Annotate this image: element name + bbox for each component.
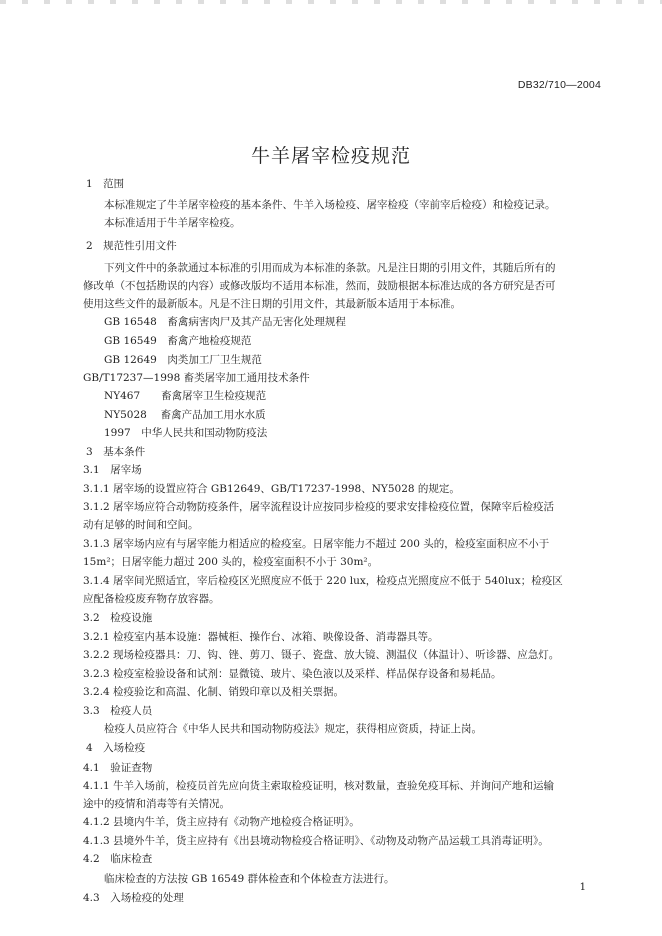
text-line: 3.2.2 现场检疫器具：刀、钩、锉、剪刀、镊子、瓷盘、放大镜、测温仪（体温计）、听诊器、应急灯。: [83, 649, 560, 661]
text-line: NY467 畜禽屠宰卫生检疫规范: [104, 390, 267, 402]
text-line: 1 范围: [86, 178, 125, 190]
text-line: 3.2.1 检疫室内基本设施：器械柜、操作台、冰箱、映像设备、消毒器具等。: [83, 631, 439, 643]
text-line: GB 16548 畜禽病害肉尸及其产品无害化处理规程: [104, 316, 346, 328]
text-line: 4.2 临床检查: [83, 853, 153, 865]
text-line: 3.3 检疫人员: [83, 705, 153, 717]
text-line: GB/T17237—1998 畜类屠宰加工通用技术条件: [83, 372, 310, 384]
text-line: 4.1.2 县境内牛羊，货主应持有《动物产地检疫合格证明》。: [83, 816, 360, 828]
text-line: 使用这些文件的最新版本。凡是不注日期的引用文件，其最新版本适用于本标准。: [83, 298, 461, 310]
text-line: 4.1 验证查物: [83, 762, 153, 774]
text-line: 1997 中华人民共和国动物防疫法: [104, 427, 268, 439]
text-line: 3.2.3 检疫室检验设备和试剂：显微镜、玻片、染色液以及采样、样品保存设备和易耗品。: [83, 668, 502, 680]
text-line: 应配备检疫废弃物存放容器。: [83, 593, 220, 605]
text-line: 修改单（不包括勘误的内容）或修改版均不适用本标准，然而，鼓励根据本标准达成的各方研究是否可: [83, 280, 556, 292]
text-line: 3 基本条件: [86, 446, 146, 458]
text-line: 4 入场检疫: [86, 742, 146, 754]
text-line: 动有足够的时间和空间。: [83, 519, 199, 531]
page-number: 1: [579, 882, 586, 893]
text-line: 3.1.3 屠宰场内应有与屠宰能力相适应的检疫室。日屠宰能力不超过 200 头的，检疫室面积应不小于: [83, 538, 550, 550]
text-line: 4.3 入场检疫的处理: [83, 892, 184, 904]
text-line: GB 12649 肉类加工厂卫生规范: [104, 354, 262, 366]
text-line: NY5028 畜禽产品加工用水水质: [104, 409, 266, 421]
text-line: 本标准适用于牛羊屠宰检疫。: [104, 217, 241, 229]
text-line: 2 规范性引用文件: [86, 240, 177, 252]
text-line: 3.2 检疫设施: [83, 612, 153, 624]
text-line: 4.1.3 县境外牛羊，货主应持有《出县境动物检疫合格证明》、《动物及动物产品运载工具消毒证明》。: [83, 835, 549, 847]
text-line: 3.1.2 屠宰场应符合动物防疫条件，屠宰流程设计应按同步检疫的要求安排检疫位置，保障宰后检疫活: [83, 501, 555, 513]
text-line: 3.1.1 屠宰场的设置应符合 GB12649、GB/T17237-1998、NY5028 的规定。: [83, 483, 460, 495]
page-title: 牛羊屠宰检疫规范: [250, 144, 411, 167]
text-line: 检疫人员应符合《中华人民共和国动物防疫法》规定，获得相应资质，持证上岗。: [104, 723, 482, 735]
text-line: GB 16549 畜禽产地检疫规范: [104, 335, 252, 347]
scan-edge-marks: [0, 0, 662, 4]
text-line: 下列文件中的条款通过本标准的引用而成为本标准的条款。凡是注日期的引用文件，其随后所有的: [104, 262, 556, 274]
text-line: 3.1 屠宰场: [83, 464, 142, 476]
text-line: 3.1.4 屠宰间光照适宜，宰后检疫区光照度应不低于 220 lux，检疫点光照度应不低于 540lux；检疫区: [83, 575, 563, 587]
text-line: 本标准规定了牛羊屠宰检疫的基本条件、牛羊入场检疫、屠宰检疫（宰前宰后检疫）和检疫记录。: [104, 199, 556, 211]
text-line: 临床检查的方法按 GB 16549 群体检查和个体检查方法进行。: [104, 873, 395, 885]
document-number: DB32/710—2004: [517, 79, 601, 91]
text-line: 途中的疫情和消毒等有关情况。: [83, 798, 230, 810]
text-line: 4.1.1 牛羊入场前，检疫员首先应向货主索取检疫证明，核对数量，查验免疫耳标、并询问产地和运输: [83, 780, 555, 792]
text-line: 3.2.4 检疫验讫和高温、化制、销毁印章以及相关票据。: [83, 686, 345, 698]
text-line: 15m²；日屠宰能力超过 200 头的，检疫室面积不小于 30m²。: [83, 556, 379, 568]
